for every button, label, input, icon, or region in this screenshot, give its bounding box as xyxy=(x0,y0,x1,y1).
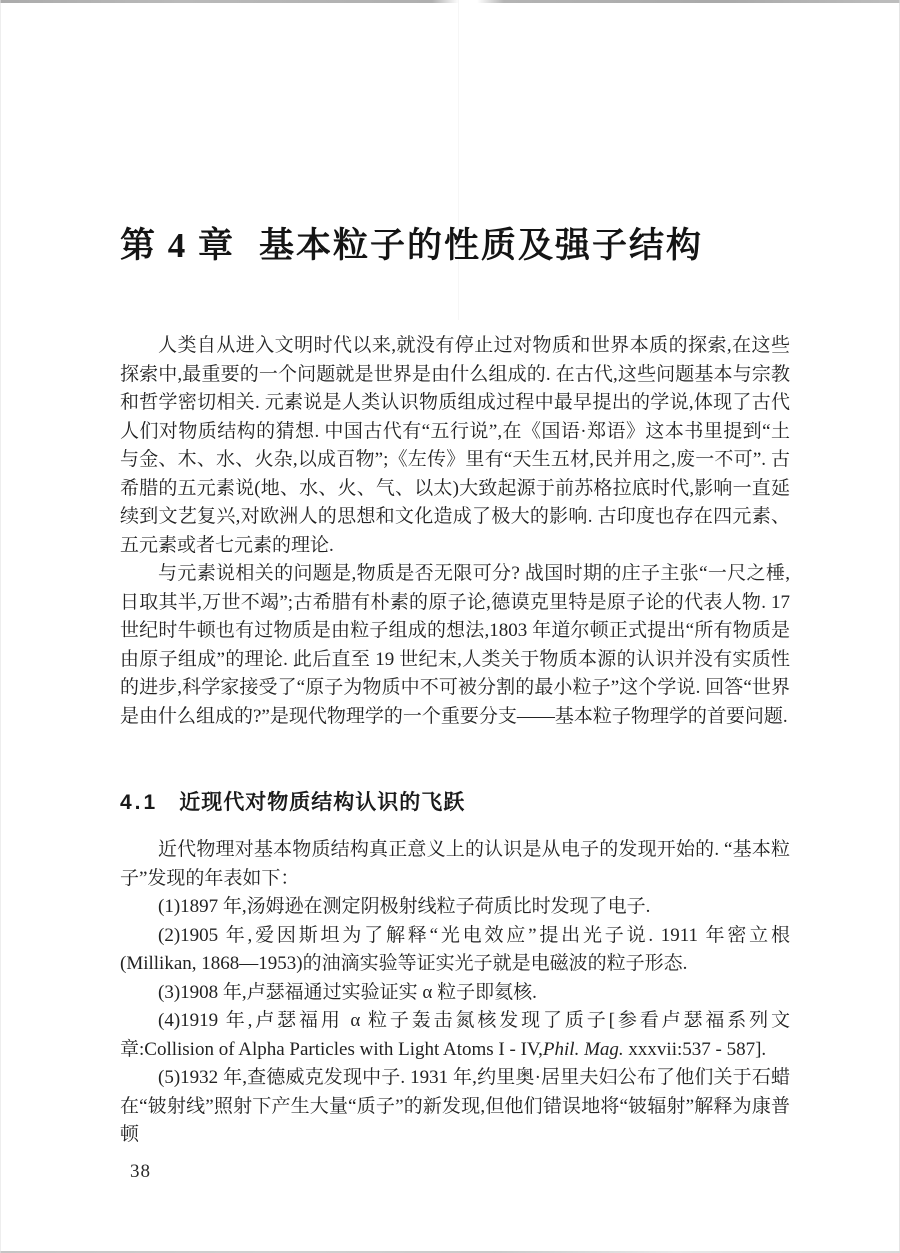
chapter-number: 第 4 章 xyxy=(120,226,236,266)
section-heading xyxy=(120,786,465,816)
timeline-item: (1)1897 年,汤姆逊在测定阴极射线粒子荷质比时发现了电子. xyxy=(158,896,651,917)
section-title: 近现代对物质结构认识的飞跃 xyxy=(179,791,466,815)
timeline-text-block xyxy=(120,836,790,1150)
timeline-item-text: (4)1919 年,卢瑟福用 α 粒子轰击氮核发现了质子[参看卢瑟福系列文章:Collision of Alpha Particles with Light Atoms I - IV, xyxy=(120,1010,790,1060)
chapter-heading xyxy=(120,226,703,266)
timeline-item: (5)1932 年,查德威克发现中子. 1931 年,约里奥·居里夫妇公布了他们关于石蜡在“铍射线”照射下产生大量“质子”的新发现,但他们错误地将“铍辐射”解释为康普顿 xyxy=(120,1067,790,1145)
page-number: 38 xyxy=(130,1161,151,1182)
timeline-item xyxy=(120,1007,790,1064)
timeline-item: (3)1908 年,卢瑟福通过实验证实 α 粒子即氦核. xyxy=(158,981,537,1003)
timeline-item: (2)1905 年,爱因斯坦为了解释“光电效应”提出光子说. 1911 年密立根(Millikan, 1868—1953)的油滴实验等证实光子就是电磁波的粒子形态. xyxy=(120,924,790,974)
paragraph: 近代物理对基本物质结构真正意义上的认识是从电子的发现开始的. “基本粒子”发现的年表如下： xyxy=(120,839,790,889)
scan-edge-top xyxy=(0,0,900,3)
journal-reference: Phil. Mag. xyxy=(542,1038,624,1060)
paragraph: 人类自从进入文明时代以来,就没有停止过对物质和世界本质的探索,在这些探索中,最重要的一个问题就是世界是由什么组成的. 在古代,这些问题基本与宗教和哲学密切相关. 元素说是人类认识物质组成过程中最早提出的学说,体现了古代人们对物质结构的猜想. 中国古代有“五行说”,在《国语·郑语》这本书里提到“土与金、木、水、火杂,以成百物”;《左传》里有“天生五材,民并用之,废一不可”. 古希腊的五元素说(地、水、火、气、以太)大致起源于前苏格拉底时代,影响一直延续到文艺复兴,对欧洲人的思想和文化造成了极大的影响. 古印度也存在四元素、五元素或者七元素的理论. xyxy=(120,335,790,556)
chapter-title: 基本粒子的性质及强子结构 xyxy=(259,226,704,266)
paragraph: 与元素说相关的问题是,物质是否无限可分? 战国时期的庄子主张“一尺之棰,日取其半,万世不竭”;古希腊有朴素的原子论,德谟克里特是原子论的代表人物. 17 世纪时牛顿也有过物质是由粒子组成的想法,1803 年道尔顿正式提出“所有物质是由原子组成”的理论. 此后直至 19 世纪末,人类关于物质本源的认识并没有实质性的进步,科学家接受了“原子为物质中不可被分割的最小粒子”这个学说. 回答“世界是由什么组成的?”是现代物理学的一个重要分支——基本粒子物理学的首要问题. xyxy=(120,563,790,727)
timeline-item-text: xxxvii:537 - 587]. xyxy=(623,1038,767,1060)
scan-edge-left xyxy=(0,0,1,1253)
scan-crease xyxy=(458,0,459,320)
section-number: 4.1 xyxy=(120,791,159,815)
intro-text-block xyxy=(120,332,790,731)
